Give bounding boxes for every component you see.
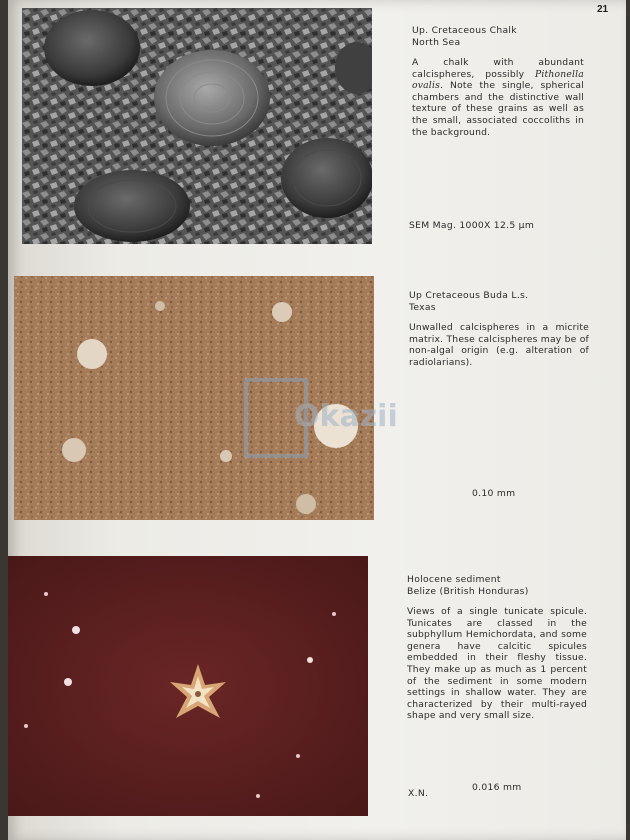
calcisphere <box>74 170 190 242</box>
plate-3-polarization: X.N. <box>408 788 429 799</box>
svg-text:Okazii: Okazii <box>294 399 398 434</box>
calcisphere <box>272 302 292 322</box>
plate-3-description: Views of a single tunicate spicule. Tunicates are classed in the subphyllum Hemichordata, and some genera have calcitic spicules embedded in their fleshy tissue. They make up as much as 1 percent of the sediment in some modern settings in shallow water. They are characterized by their multi-rayed shape and very small size. <box>407 606 587 722</box>
plate-2-caption <box>409 290 589 368</box>
plate-1-caption <box>412 25 584 138</box>
plate-1-description: A chalk with abundant calcispheres, possibly Pithonella ovalis. Note the single, spherical chambers and the distinctive wall texture of these grains as well as the small, associated coccoliths in the background. <box>412 57 584 138</box>
calcisphere <box>296 494 316 514</box>
plate-1-locality: Up. Cretaceous Chalk North Sea <box>412 25 517 48</box>
calcisphere <box>154 50 270 146</box>
page-number: 21 <box>597 4 609 15</box>
sem-micrograph <box>22 8 372 244</box>
plate-2-description: Unwalled calcispheres in a micrite matrix. These calcispheres may be of non-algal origin (e.g. alteration of radiolarians). <box>409 322 589 368</box>
plate-1-scale: SEM Mag. 1000X 12.5 µm <box>409 220 535 231</box>
plate-3-scale: 0.016 mm <box>472 782 522 793</box>
watermark <box>244 376 404 460</box>
plate-3-locality: Holocene sediment Belize (British Honduras) <box>407 574 529 597</box>
plate-2-locality: Up Cretaceous Buda L.s. Texas <box>409 290 529 313</box>
plate-2-scale: 0.10 mm <box>472 488 516 499</box>
calcisphere <box>77 339 107 369</box>
calcisphere <box>62 438 86 462</box>
calcisphere <box>44 10 140 86</box>
calcisphere <box>281 138 372 218</box>
tunicate-spicule-photo <box>8 556 368 816</box>
plate-3-caption <box>407 574 587 722</box>
book-page <box>8 0 626 840</box>
